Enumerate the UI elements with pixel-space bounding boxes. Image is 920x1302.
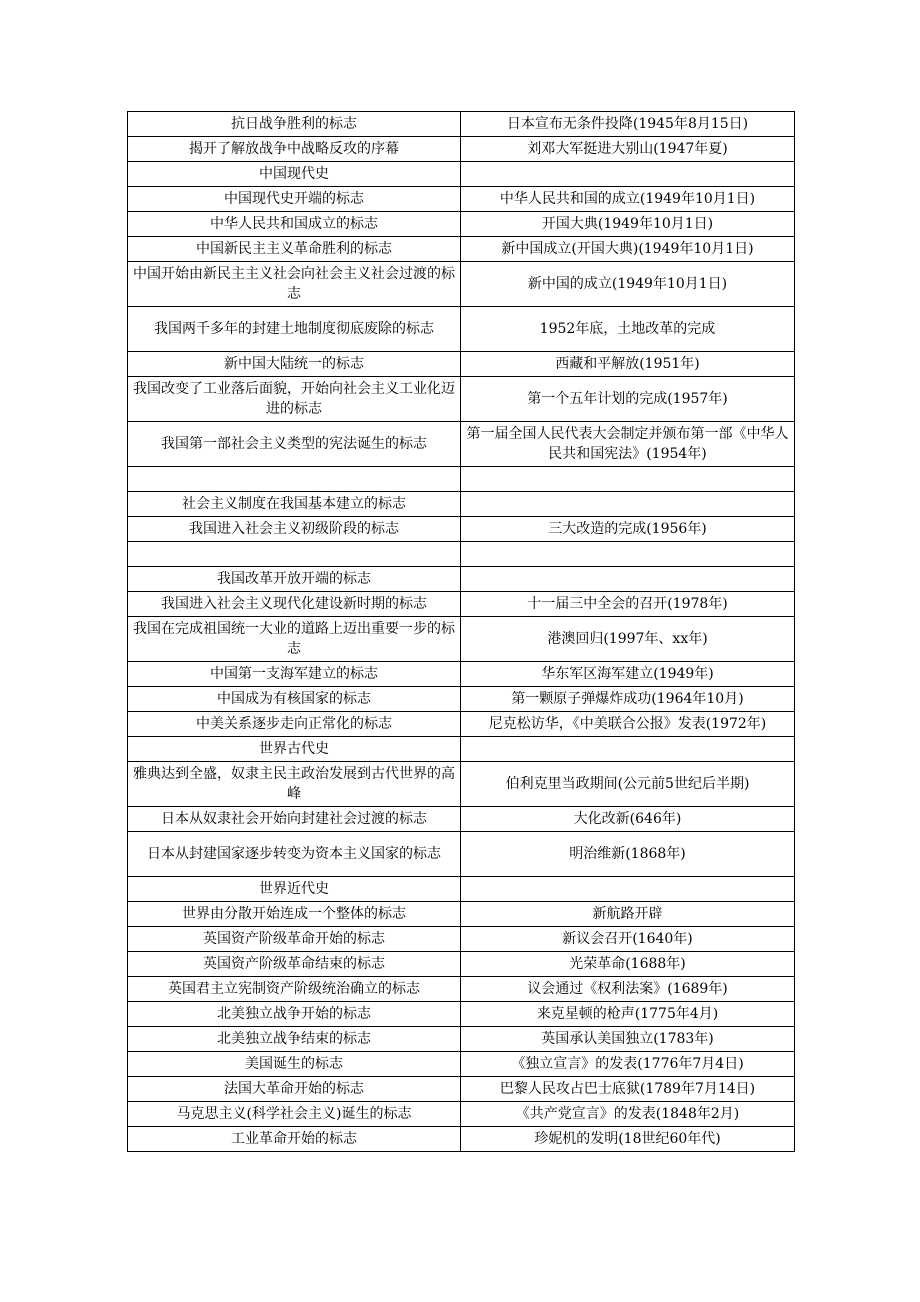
event-cell: 揭开了解放战争中战略反攻的序幕 [128,137,461,162]
marker-cell: 新议会召开(1640年) [461,927,795,952]
event-cell: 世界古代史 [128,737,461,762]
event-cell: 中国成为有核国家的标志 [128,687,461,712]
marker-cell: 英国承认美国独立(1783年) [461,1027,795,1052]
event-cell: 世界近代史 [128,877,461,902]
marker-cell: 三大改造的完成(1956年) [461,517,795,542]
event-cell: 美国诞生的标志 [128,1052,461,1077]
event-cell: 日本从奴隶社会开始向封建社会过渡的标志 [128,807,461,832]
table-row [128,952,795,977]
table-row [128,137,795,162]
marker-cell: 第一个五年计划的完成(1957年) [461,377,795,422]
event-cell: 我国改革开放开端的标志 [128,567,461,592]
table-row [128,567,795,592]
table-row [128,617,795,662]
marker-cell: 伯利克里当政期间(公元前5世纪后半期) [461,762,795,807]
marker-cell [461,467,795,492]
event-cell: 我国进入社会主义现代化建设新时期的标志 [128,592,461,617]
table-row [128,902,795,927]
table-row [128,662,795,687]
table-row [128,977,795,1002]
table-row [128,1052,795,1077]
marker-cell: 巴黎人民攻占巴士底狱(1789年7月14日) [461,1077,795,1102]
event-cell: 新中国大陆统一的标志 [128,352,461,377]
marker-cell: 十一届三中全会的召开(1978年) [461,592,795,617]
event-cell: 北美独立战争结束的标志 [128,1027,461,1052]
event-cell: 我国在完成祖国统一大业的道路上迈出重要一步的标志 [128,617,461,662]
event-cell: 中国新民主主义革命胜利的标志 [128,237,461,262]
table-row [128,517,795,542]
table-row [128,807,795,832]
table-row [128,1102,795,1127]
marker-cell: 大化改新(646年) [461,807,795,832]
marker-cell [461,737,795,762]
marker-cell: 来克星顿的枪声(1775年4月) [461,1002,795,1027]
event-cell: 中华人民共和国成立的标志 [128,212,461,237]
marker-cell [461,492,795,517]
event-cell: 法国大革命开始的标志 [128,1077,461,1102]
event-cell: 北美独立战争开始的标志 [128,1002,461,1027]
table-row [128,877,795,902]
marker-cell: 中华人民共和国的成立(1949年10月1日) [461,187,795,212]
marker-cell: 第一届全国人民代表大会制定并颁布第一部《中华人民共和国宪法》(1954年) [461,422,795,467]
event-cell: 抗日战争胜利的标志 [128,112,461,137]
event-cell [128,467,461,492]
history-markers-table [127,111,795,1152]
marker-cell: 《独立宣言》的发表(1776年7月4日) [461,1052,795,1077]
marker-cell [461,542,795,567]
event-cell: 世界由分散开始连成一个整体的标志 [128,902,461,927]
marker-cell [461,877,795,902]
table-row [128,377,795,422]
table-row [128,687,795,712]
marker-cell: 华东军区海军建立(1949年) [461,662,795,687]
table-row [128,307,795,352]
event-cell: 我国两千多年的封建土地制度彻底废除的标志 [128,307,461,352]
marker-cell: 议会通过《权利法案》(1689年) [461,977,795,1002]
marker-cell: 明治维新(1868年) [461,832,795,877]
marker-cell: 港澳回归(1997年、xx年) [461,617,795,662]
event-cell: 日本从封建国家逐步转变为资本主义国家的标志 [128,832,461,877]
table-row [128,737,795,762]
table-row [128,1027,795,1052]
table-row [128,762,795,807]
event-cell: 中美关系逐步走向正常化的标志 [128,712,461,737]
table-row [128,1127,795,1152]
marker-cell: 光荣革命(1688年) [461,952,795,977]
event-cell: 我国进入社会主义初级阶段的标志 [128,517,461,542]
marker-cell [461,567,795,592]
marker-cell: 珍妮机的发明(18世纪60年代) [461,1127,795,1152]
table-row [128,492,795,517]
table-row [128,712,795,737]
table-row [128,422,795,467]
table-row [128,542,795,567]
event-cell: 中国现代史开端的标志 [128,187,461,212]
event-cell: 中国现代史 [128,162,461,187]
marker-cell: 新航路开辟 [461,902,795,927]
marker-cell: 开国大典(1949年10月1日) [461,212,795,237]
marker-cell: 刘邓大军挺进大别山(1947年夏) [461,137,795,162]
event-cell: 中国开始由新民主主义社会向社会主义社会过渡的标志 [128,262,461,307]
marker-cell: 日本宣布无条件投降(1945年8月15日) [461,112,795,137]
event-cell: 中国第一支海军建立的标志 [128,662,461,687]
event-cell: 马克思主义(科学社会主义)诞生的标志 [128,1102,461,1127]
table-row [128,212,795,237]
marker-cell [461,162,795,187]
table-row [128,352,795,377]
table-row [128,927,795,952]
event-cell: 英国资产阶级革命开始的标志 [128,927,461,952]
marker-cell: 尼克松访华，《中美联合公报》发表(1972年) [461,712,795,737]
table-row [128,1002,795,1027]
event-cell: 英国君主立宪制资产阶级统治确立的标志 [128,977,461,1002]
table-body [128,112,795,1152]
event-cell: 英国资产阶级革命结束的标志 [128,952,461,977]
table-row [128,112,795,137]
event-cell: 我国改变了工业落后面貌，开始向社会主义工业化迈进的标志 [128,377,461,422]
table-row [128,162,795,187]
marker-cell: 《共产党宣言》的发表(1848年2月) [461,1102,795,1127]
table-row [128,592,795,617]
event-cell: 我国第一部社会主义类型的宪法诞生的标志 [128,422,461,467]
marker-cell: 新中国的成立(1949年10月1日) [461,262,795,307]
table-row [128,467,795,492]
event-cell: 雅典达到全盛，奴隶主民主政治发展到古代世界的高峰 [128,762,461,807]
table-row [128,187,795,212]
marker-cell: 第一颗原子弹爆炸成功(1964年10月) [461,687,795,712]
table-row [128,1077,795,1102]
event-cell: 工业革命开始的标志 [128,1127,461,1152]
marker-cell: 1952年底，土地改革的完成 [461,307,795,352]
event-cell [128,542,461,567]
event-cell: 社会主义制度在我国基本建立的标志 [128,492,461,517]
marker-cell: 新中国成立(开国大典)(1949年10月1日) [461,237,795,262]
table-row [128,237,795,262]
marker-cell: 西藏和平解放(1951年) [461,352,795,377]
table-row [128,262,795,307]
table-row [128,832,795,877]
